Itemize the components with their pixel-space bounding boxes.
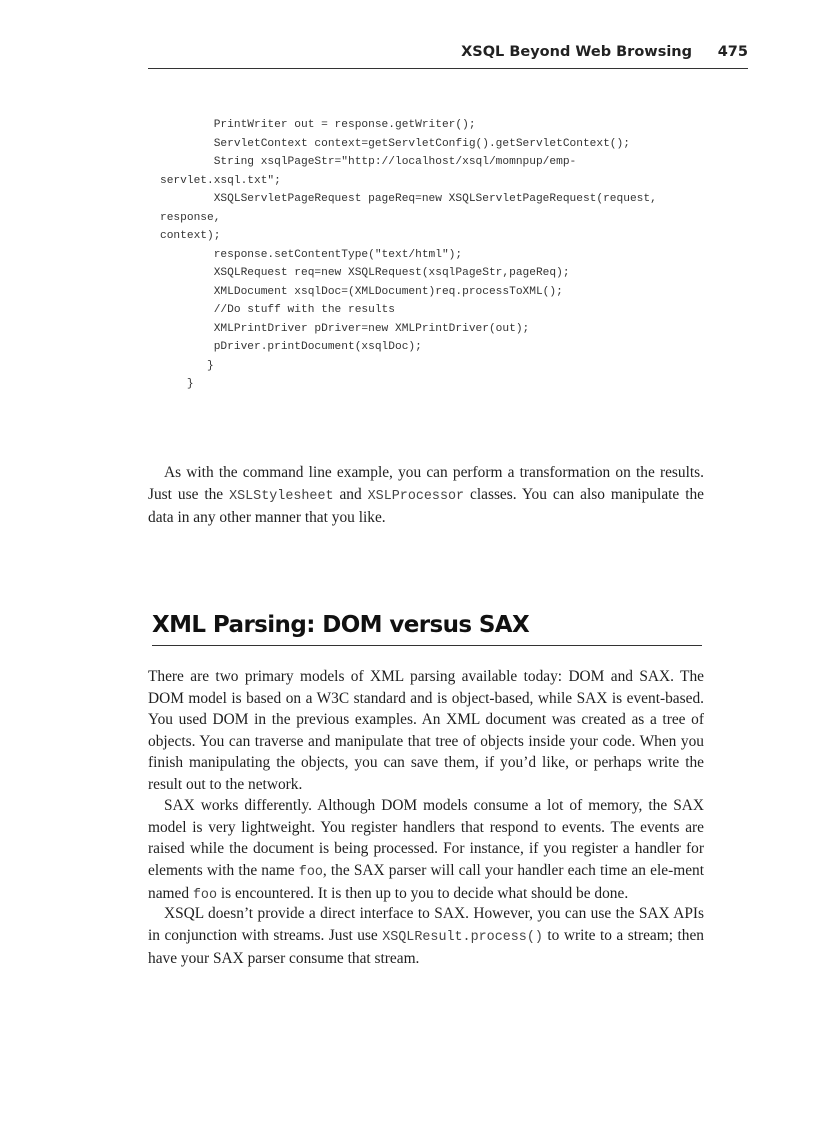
text-run: , the SAX parser will call your handler each time an ele-ment named bbox=[148, 861, 704, 902]
section-heading: XML Parsing: DOM versus SAX bbox=[152, 612, 702, 646]
code-line: PrintWriter out = response.getWriter(); bbox=[160, 119, 476, 131]
code-line: XSQLRequest req=new XSQLRequest(xsqlPageStr,pageReq); bbox=[160, 267, 570, 279]
inline-code-xsqlresult-process: XSQLResult.process() bbox=[382, 929, 543, 945]
inline-code-foo: foo bbox=[192, 888, 217, 903]
text-run: is encountered. It is then up to you to decide what should be done. bbox=[216, 885, 629, 902]
text-run: XSQL doesn’t provide a direct interface to SAX. However, you can use the SAX APIs in conjunction with streams. Just use bbox=[148, 905, 704, 944]
code-line: XMLPrintDriver pDriver=new XMLPrintDriver(out); bbox=[160, 322, 530, 335]
code-line: ServletContext context=getServletConfig().getServletContext(); bbox=[160, 137, 630, 150]
text-run: and bbox=[333, 485, 368, 503]
inline-code-xslstylesheet: XSLStylesheet bbox=[229, 488, 334, 504]
code-line: response, bbox=[160, 211, 221, 224]
paragraph-parsing-models: There are two primary models of XML parsing available today: DOM and SAX. The DOM model is based on a W3C standard and is object-based, while SAX is event-based. You used DOM in the previous examples. An XML document was created as a tree of objects. You can traverse and manipulate that tree of objects inside your code. When you finish manipulating the objects, you can save them, if you’d like, or perhaps write the result out to the network. bbox=[148, 668, 704, 793]
text-run: SAX works differently. Although DOM models consume a lot of memory, the SAX model is very lightweight. You register handlers that respond to events. The events are raised while the document is being processed. For instance, if you register a handler for elements with the name bbox=[148, 797, 704, 879]
code-line: } bbox=[160, 378, 194, 390]
paragraph-transformation bbox=[148, 462, 704, 529]
inline-code-foo: foo bbox=[298, 864, 323, 880]
code-line: XSQLServletPageRequest pageReq=new XSQLServletPageRequest(request, bbox=[160, 193, 657, 205]
code-line: } bbox=[160, 359, 214, 372]
inline-code-xslprocessor: XSLProcessor bbox=[367, 488, 465, 504]
text-run: to write to a stream; then have your SAX parser consume that stream. bbox=[148, 926, 704, 967]
paragraph-xsql-sax bbox=[148, 903, 704, 970]
code-line: context); bbox=[160, 230, 221, 242]
paragraph-sax bbox=[148, 795, 704, 907]
running-header-title: XSQL Beyond Web Browsing bbox=[461, 44, 692, 60]
code-listing bbox=[160, 116, 657, 394]
running-header bbox=[148, 40, 748, 69]
code-line: XMLDocument xsqlDoc=(XMLDocument)req.processToXML(); bbox=[160, 285, 563, 298]
text-run: classes. You can also manipulate the data in any other manner that you like. bbox=[148, 485, 704, 526]
code-line: //Do stuff with the results bbox=[160, 304, 395, 316]
code-line: servlet.xsql.txt"; bbox=[160, 174, 281, 187]
code-line: pDriver.printDocument(xsqlDoc); bbox=[160, 341, 422, 353]
code-line: response.setContentType("text/html"); bbox=[160, 248, 463, 261]
text-run: As with the command line example, you can perform a transformation on the results. Just use the bbox=[148, 464, 704, 503]
code-line: String xsqlPageStr="http://localhost/xsql/momnpup/emp- bbox=[160, 156, 577, 168]
page-number: 475 bbox=[717, 44, 748, 60]
